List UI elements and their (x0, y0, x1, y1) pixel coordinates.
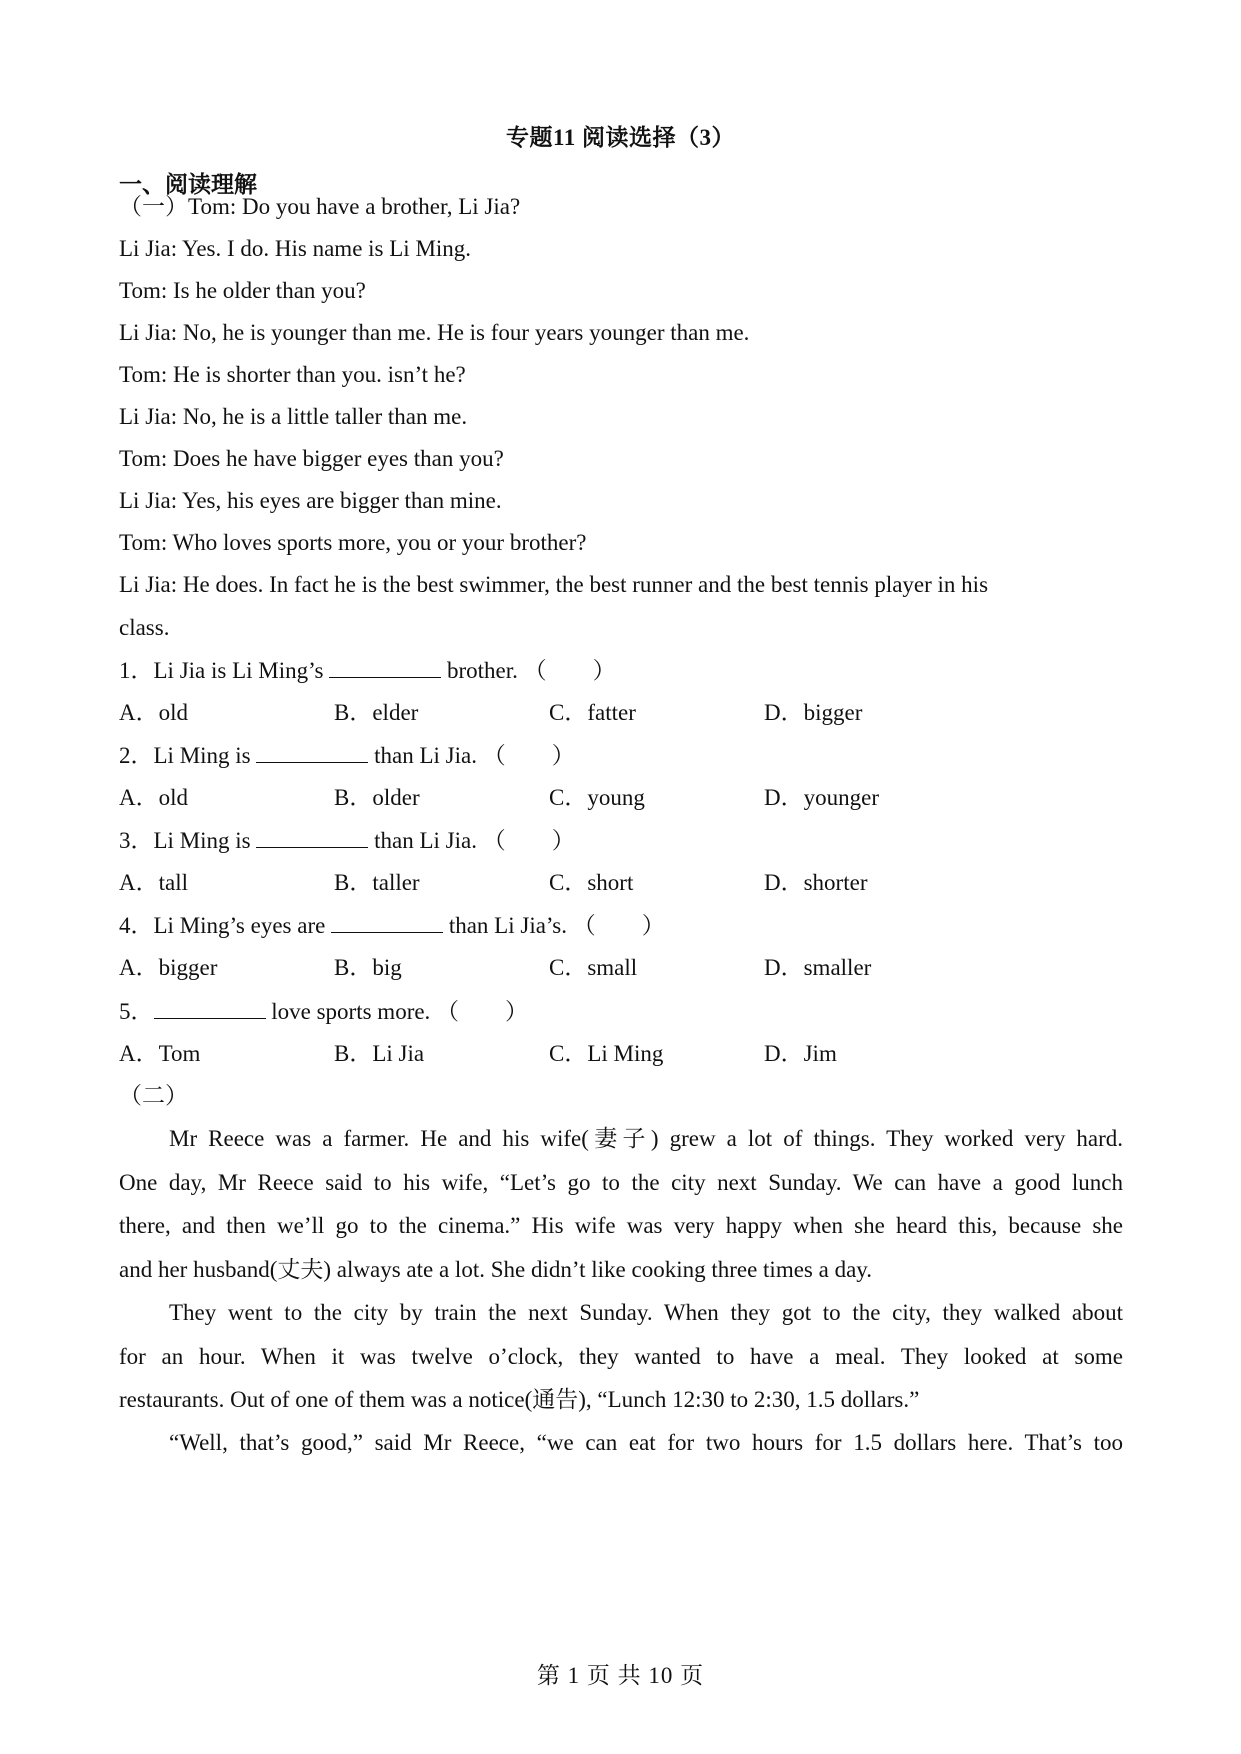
option-b: B．taller (334, 870, 420, 895)
option-d: D．Jim (764, 1041, 837, 1066)
passage1-line: Tom: He is shorter than you. isn’t he? (119, 362, 466, 387)
passage1-line: Li Jia: No, he is younger than me. He is four years younger than me. (119, 320, 750, 345)
option-d: D．shorter (764, 870, 868, 895)
option-c: C．young (549, 785, 645, 810)
passage2-line: there, and then we’ll go to the cinema.” His wife was very happy when she heard this, because she (119, 1213, 1123, 1238)
answer-blank (256, 825, 368, 848)
option-c: C．short (549, 870, 634, 895)
answer-blank (256, 740, 368, 763)
passage1-line: Tom: Is he older than you? (119, 278, 366, 303)
answer-blank (329, 655, 441, 678)
option-b: B．big (334, 955, 402, 980)
question-stem: 5． love sports more. （ ） (119, 996, 528, 1027)
option-b: B．older (334, 785, 420, 810)
page-title: 专题11 阅读选择（3） (506, 125, 735, 150)
option-a: A．old (119, 700, 188, 725)
passage1-line: Li Jia: Yes. I do. His name is Li Ming. (119, 236, 472, 261)
option-a: A．old (119, 785, 188, 810)
option-d: D．bigger (764, 700, 863, 725)
option-c: C．fatter (549, 700, 636, 725)
passage2-label: （二） (119, 1083, 188, 1108)
passage1-line: class. (119, 615, 170, 640)
option-a: A．tall (119, 870, 188, 895)
answer-blank (331, 910, 443, 933)
option-b: B．Li Jia (334, 1041, 425, 1066)
option-a: A．bigger (119, 955, 218, 980)
page-footer: 第 1 页 共 10 页 (536, 1663, 705, 1688)
passage2-line: One day, Mr Reece said to his wife, “Let’s go to the city next Sunday. We can have a good lunch (119, 1170, 1123, 1195)
question-stem: 1．Li Jia is Li Ming’s brother. （ ） (119, 655, 616, 686)
option-c: C．small (549, 955, 638, 980)
option-d: D．smaller (764, 955, 872, 980)
passage2-line: They went to the city by train the next Sunday. When they got to the city, they walked about (169, 1300, 1123, 1325)
passage2-line: “Well, that’s good,” said Mr Reece, “we can eat for two hours for 1.5 dollars here. That’s too (169, 1430, 1123, 1455)
passage1-line: Tom: Does he have bigger eyes than you? (119, 446, 504, 471)
option-c: C．Li Ming (549, 1041, 664, 1066)
passage1-line: Li Jia: Yes, his eyes are bigger than mine. (119, 488, 502, 513)
option-d: D．younger (764, 785, 879, 810)
passage2-line: restaurants. Out of one of them was a notice(通告), “Lunch 12:30 to 2:30, 1.5 dollars.” (119, 1387, 920, 1412)
passage1-line: Tom: Who loves sports more, you or your brother? (119, 530, 587, 555)
option-a: A．Tom (119, 1041, 201, 1066)
passage2-line: Mr Reece was a farmer. He and his wife(妻子) grew a lot of things. They worked very hard. (169, 1126, 1123, 1151)
passage2-line: and her husband(丈夫) always ate a lot. She didn’t like cooking three times a day. (119, 1257, 873, 1282)
passage1-line: Li Jia: No, he is a little taller than me. (119, 404, 468, 429)
answer-blank (154, 996, 266, 1019)
section-heading: 一、阅读理解 (119, 172, 257, 197)
passage1-line: Li Jia: He does. In fact he is the best swimmer, the best runner and the best tennis player in his (119, 572, 989, 597)
option-b: B．elder (334, 700, 419, 725)
question-stem: 3．Li Ming is than Li Jia. （ ） (119, 825, 575, 856)
question-stem: 2．Li Ming is than Li Jia. （ ） (119, 740, 575, 771)
question-stem: 4．Li Ming’s eyes are than Li Jia’s. （ ） (119, 910, 665, 941)
passage2-line: for an hour. When it was twelve o’clock, they wanted to have a meal. They looked at some (119, 1344, 1123, 1369)
passage1-line: （一）Tom: Do you have a brother, Li Jia? (119, 194, 521, 219)
